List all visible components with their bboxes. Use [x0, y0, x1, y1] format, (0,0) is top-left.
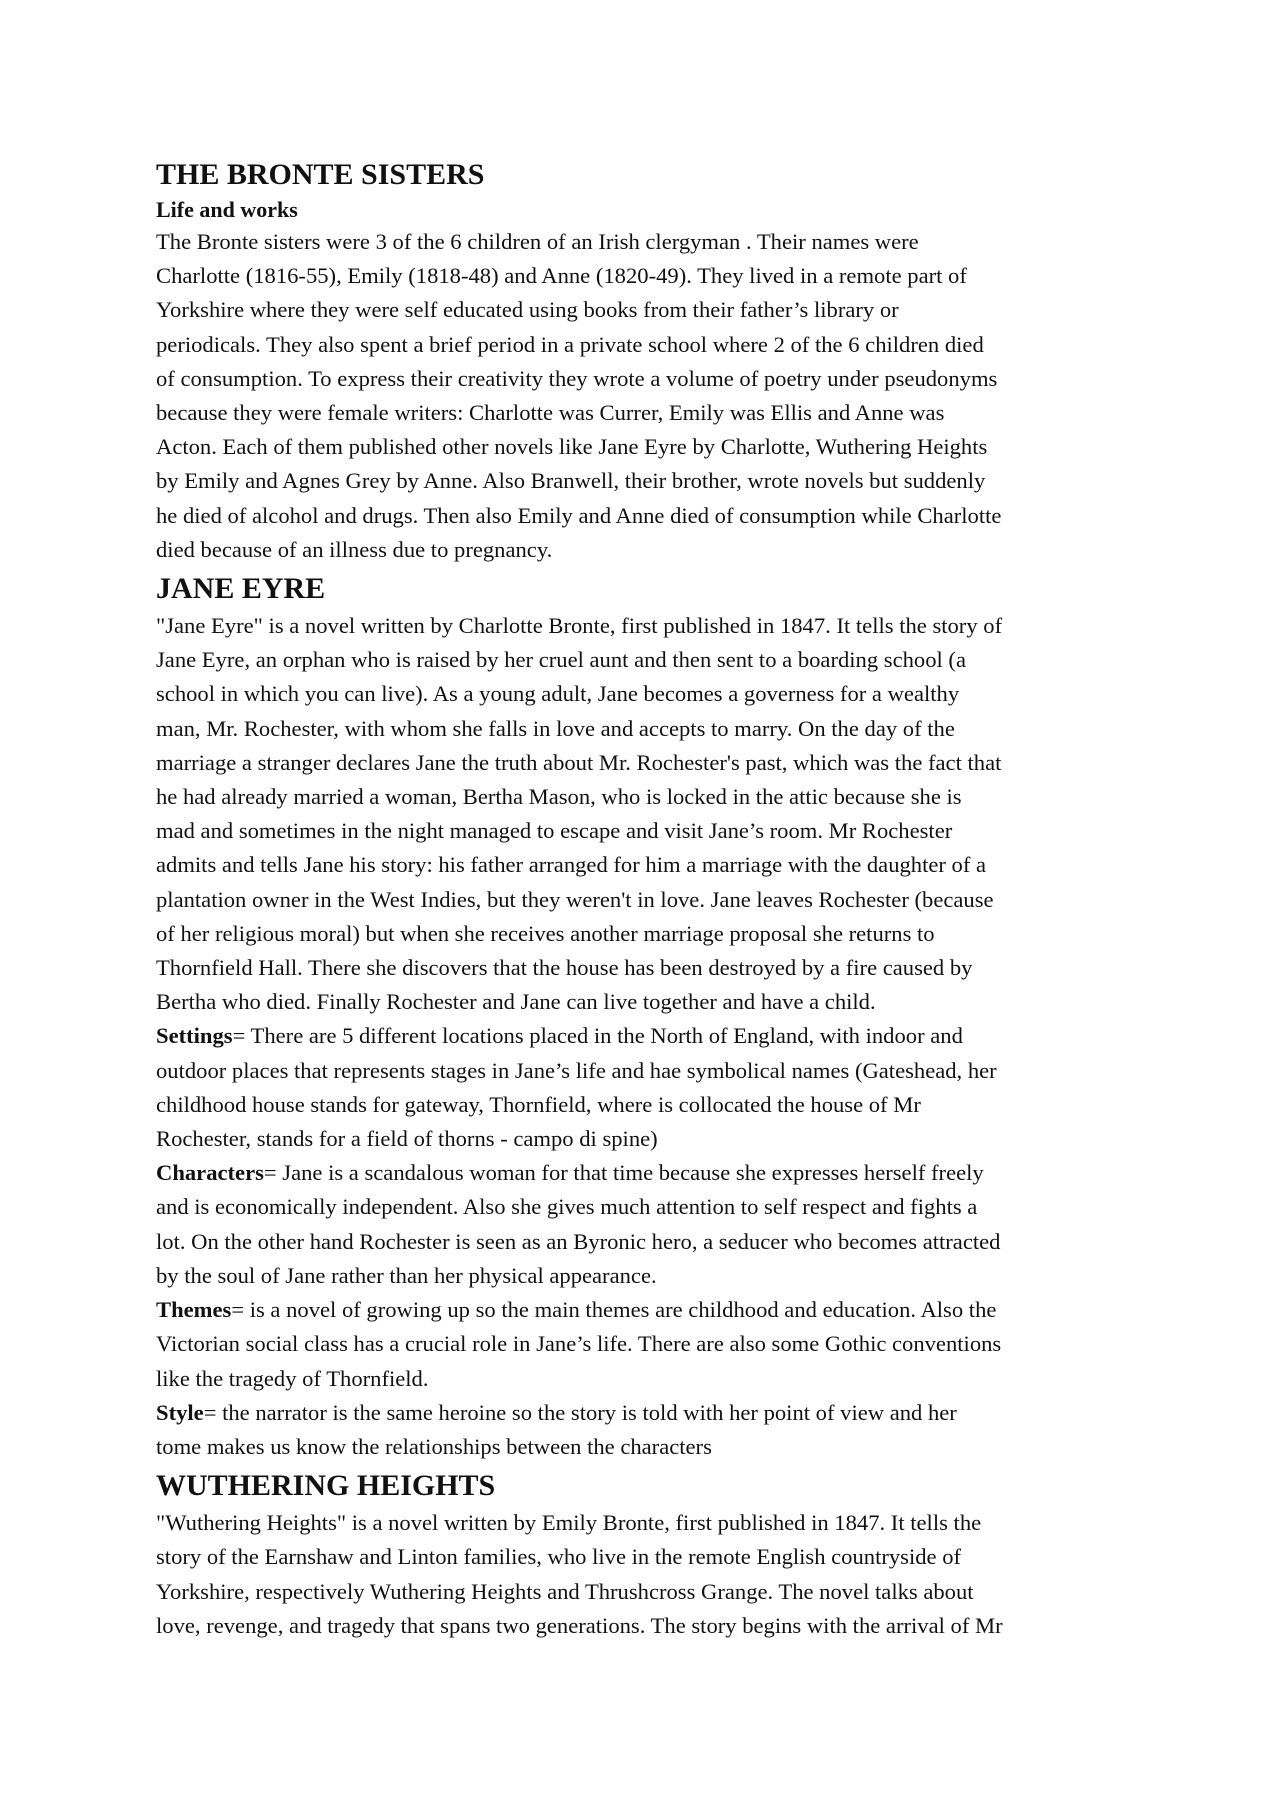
intro-paragraph — [156, 225, 1136, 567]
page-title: THE BRONTE SISTERS — [156, 158, 485, 191]
themes-label: Themes — [156, 1297, 232, 1323]
text-line: periodicals. They also spent a brief period in a private school where 2 of the 6 children died — [156, 331, 984, 357]
text-line: plantation owner in the West Indies, but they weren't in love. Jane leaves Rochester (because — [156, 886, 994, 912]
text-line: by Emily and Agnes Grey by Anne. Also Branwell, their brother, wrote novels but suddenly — [156, 468, 986, 494]
text-line: he died of alcohol and drugs. Then also Emily and Anne died of consumption while Charlotte — [156, 502, 1002, 528]
text-line: because they were female writers: Charlotte was Currer, Emily was Ellis and Anne was — [156, 400, 945, 426]
text-line: "Wuthering Heights" is a novel written by Emily Bronte, first published in 1847. It tells the — [156, 1510, 982, 1536]
text-line: "Jane Eyre" is a novel written by Charlotte Bronte, first published in 1847. It tells the story of — [156, 613, 1003, 639]
text-line: tome makes us know the relationships between the characters — [156, 1433, 712, 1459]
style-text: = the narrator is the same heroine so the story is told with her point of view and her — [203, 1399, 957, 1425]
text-line: of consumption. To express their creativity they wrote a volume of poetry under pseudonyms — [156, 365, 998, 391]
settings-text: = There are 5 different locations placed in the North of England, with indoor and — [232, 1023, 963, 1049]
text-line: mad and sometimes in the night managed to escape and visit Jane’s room. Mr Rochester — [156, 818, 953, 844]
text-line: lot. On the other hand Rochester is seen as an Byronic hero, a seducer who becomes attracted — [156, 1228, 1001, 1254]
wuthering-heights-heading: WUTHERING HEIGHTS — [156, 1469, 496, 1503]
text-line: outdoor places that represents stages in Jane’s life and hae symbolical names (Gateshead, her — [156, 1057, 997, 1083]
jane-eyre-heading: JANE EYRE — [156, 572, 326, 606]
settings-line — [156, 1019, 1136, 1053]
text-line: Bertha who died. Finally Rochester and Jane can live together and have a child. — [156, 989, 876, 1015]
text-line: school in which you can live). As a young adult, Jane becomes a governess for a wealthy — [156, 681, 960, 707]
characters-line — [156, 1156, 1136, 1190]
text-line: of her religious moral) but when she receives another marriage proposal she returns to — [156, 920, 935, 946]
style-line — [156, 1396, 1136, 1430]
themes-text: = is a novel of growing up so the main themes are childhood and education. Also the — [231, 1297, 997, 1323]
text-line: Rochester, stands for a field of thorns - campo di spine) — [156, 1126, 658, 1152]
text-line: marriage a stranger declares Jane the truth about Mr. Rochester's past, which was the fact that — [156, 749, 1002, 775]
text-line: Charlotte (1816-55), Emily (1818-48) and Anne (1820-49). They lived in a remote part of — [156, 263, 967, 289]
style-label: Style — [156, 1399, 204, 1425]
text-line: childhood house stands for gateway, Thornfield, where is collocated the house of Mr — [156, 1091, 921, 1117]
characters-text: = Jane is a scandalous woman for that time because she expresses herself freely — [263, 1160, 984, 1186]
text-line: died because of an illness due to pregnancy. — [156, 536, 553, 562]
themes-line — [156, 1293, 1136, 1327]
text-line: by the soul of Jane rather than her physical appearance. — [156, 1262, 657, 1288]
text-line: Yorkshire where they were self educated using books from their father’s library or — [156, 297, 899, 323]
settings-label: Settings — [156, 1023, 233, 1049]
text-line: Yorkshire, respectively Wuthering Heights and Thrushcross Grange. The novel talks about — [156, 1578, 974, 1604]
text-line: he had already married a woman, Bertha Mason, who is locked in the attic because she is — [156, 784, 962, 810]
characters-label: Characters — [156, 1160, 264, 1186]
text-line: love, revenge, and tragedy that spans two generations. The story begins with the arrival of Mr — [156, 1612, 1003, 1638]
text-line: Victorian social class has a crucial role in Jane’s life. There are also some Gothic conventions — [156, 1331, 1002, 1357]
text-line: Thornfield Hall. There she discovers that the house has been destroyed by a fire caused by — [156, 955, 973, 981]
text-line: admits and tells Jane his story: his father arranged for him a marriage with the daughter of a — [156, 852, 987, 878]
text-line: and is economically independent. Also she gives much attention to self respect and fights a — [156, 1194, 978, 1220]
text-line: Jane Eyre, an orphan who is raised by her cruel aunt and then sent to a boarding school (a — [156, 647, 966, 673]
jane-eyre-paragraph — [156, 609, 1136, 1464]
text-line: man, Mr. Rochester, with whom she falls in love and accepts to marry. On the day of the — [156, 715, 955, 741]
text-line: story of the Earnshaw and Linton families, who live in the remote English countryside of — [156, 1544, 962, 1570]
text-line: The Bronte sisters were 3 of the 6 children of an Irish clergyman . Their names were — [156, 229, 919, 254]
document-page — [156, 155, 1136, 1643]
text-line: Acton. Each of them published other novels like Jane Eyre by Charlotte, Wuthering Heights — [156, 434, 988, 460]
wuthering-heights-paragraph — [156, 1506, 1136, 1643]
text-line: like the tragedy of Thornfield. — [156, 1365, 429, 1391]
section-subtitle: Life and works — [156, 197, 298, 222]
